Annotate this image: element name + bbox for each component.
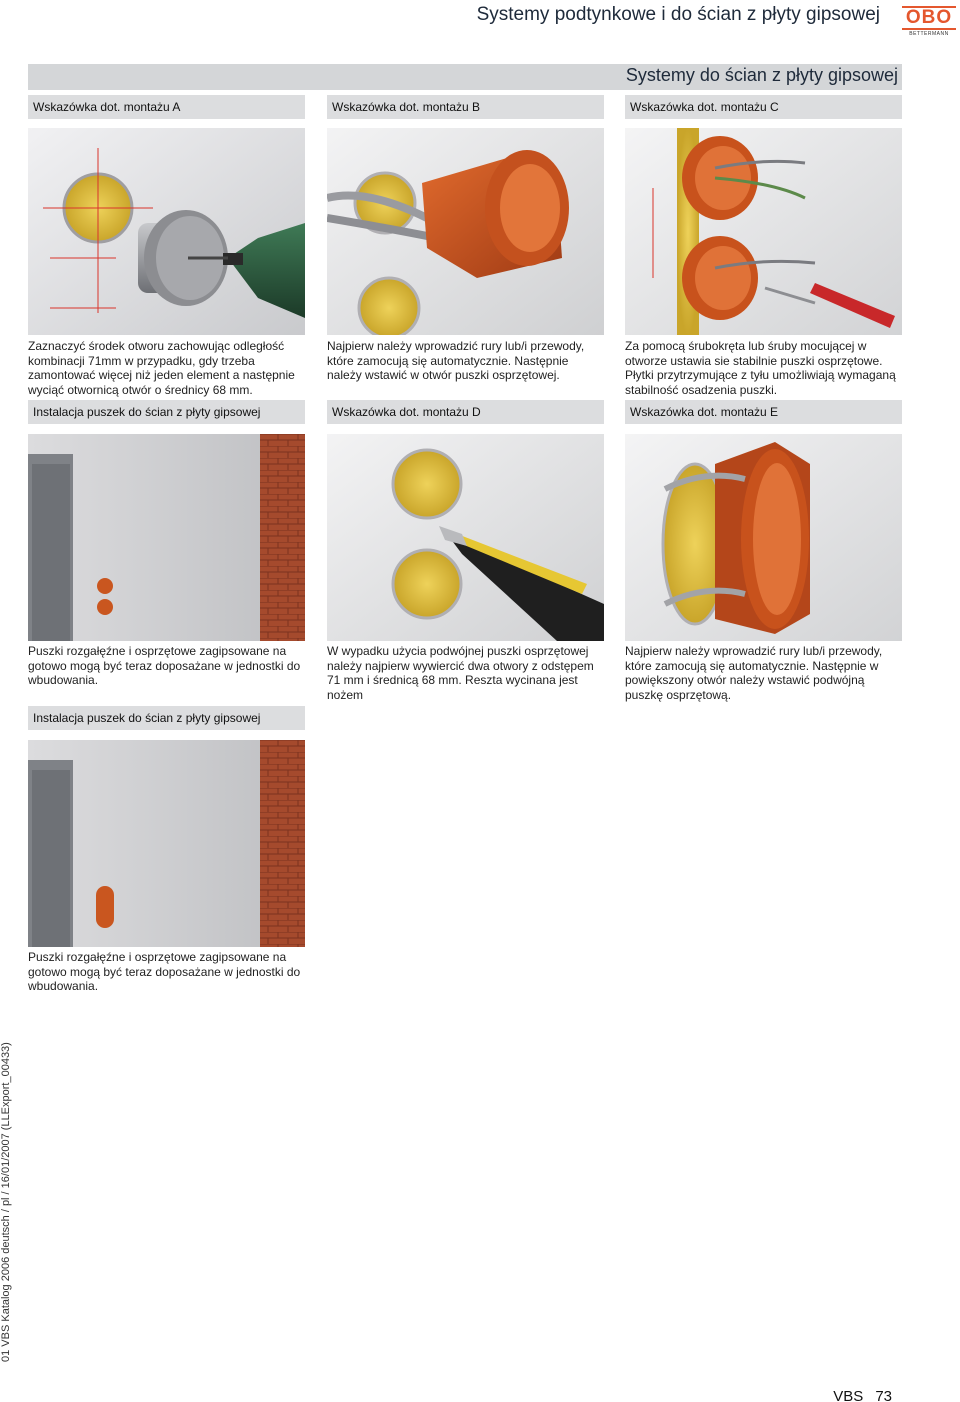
- caption-installation-1: Puszki rozgałęźne i osprzętowe zagipsowane na gotowo mogą być teraz doposażane w jednostki do wbudowania.: [28, 644, 301, 688]
- photo-hint-b: [327, 128, 604, 335]
- logo-subtext: BETTERMANN: [909, 31, 949, 37]
- logo-mark: OBO: [902, 6, 956, 30]
- photo-hint-c: [625, 128, 902, 335]
- header-hint-c: Wskazówka dot. montażu C: [625, 95, 902, 119]
- caption-hint-d: W wypadku użycia podwójnej puszki osprzętowej należy najpierw wywiercić dwa otwory z odstępem 71 mm i średnicą 68 mm. Reszta wycinana jest nożem: [327, 644, 594, 702]
- page-title: Systemy podtynkowe i do ścian z płyty gipsowej: [476, 4, 880, 25]
- footer-label: VBS: [833, 1388, 864, 1402]
- section-title: Systemy do ścian z płyty gipsowej: [625, 65, 898, 85]
- photo-installation-2: [28, 740, 305, 947]
- header-installation-2: Instalacja puszek do ścian z płyty gipsowej: [28, 706, 305, 730]
- header-hint-d: Wskazówka dot. montażu D: [327, 400, 604, 424]
- page-number: 73: [875, 1388, 892, 1402]
- section-band: [28, 64, 902, 90]
- obo-logo: [902, 6, 956, 36]
- header-hint-b: Wskazówka dot. montażu B: [327, 95, 604, 119]
- photo-hint-e: [625, 434, 902, 641]
- caption-hint-e: Najpierw należy wprowadzić rury lub/i przewody, które zamocują się automatycznie. Następnie w powiększony otwór należy wstawić podwójną puszkę osprzętową.: [625, 644, 883, 702]
- photo-hint-d: [327, 434, 604, 641]
- catalog-export-note: 01 VBS Katalog 2006 deutsch / pl / 16/01/2007 (LLExport_00433): [0, 1042, 12, 1362]
- photo-hint-a: [28, 128, 305, 335]
- caption-installation-2: Puszki rozgałęźne i osprzętowe zagipsowane na gotowo mogą być teraz doposażane w jednostki do wbudowania.: [28, 950, 301, 994]
- header-hint-e: Wskazówka dot. montażu E: [625, 400, 902, 424]
- header-installation-1: Instalacja puszek do ścian z płyty gipsowej: [28, 400, 305, 424]
- photo-installation-1: [28, 434, 305, 641]
- header-hint-a: Wskazówka dot. montażu A: [28, 95, 305, 119]
- caption-hint-a: Zaznaczyć środek otworu zachowując odległość kombinacji 71mm w przypadku, gdy trzeba zamontować więcej niż jeden element a następnie wyciąć otwornicą otwór o średnicy 68 mm.: [28, 339, 295, 397]
- page-footer: [821, 1388, 892, 1402]
- caption-hint-b: Najpierw należy wprowadzić rury lub/i przewody, które zamocują się automatycznie. Następnie należy wstawić w otwór puszki osprzętowej.: [327, 339, 585, 383]
- caption-hint-c: Za pomocą śrubokręta lub śruby mocującej w otworze ustawia sie stabilnie puszki osprzętowe. Płytki przytrzymujące z tyłu umożliwiają wymaganą stabilność osadzenia puszki.: [625, 339, 896, 397]
